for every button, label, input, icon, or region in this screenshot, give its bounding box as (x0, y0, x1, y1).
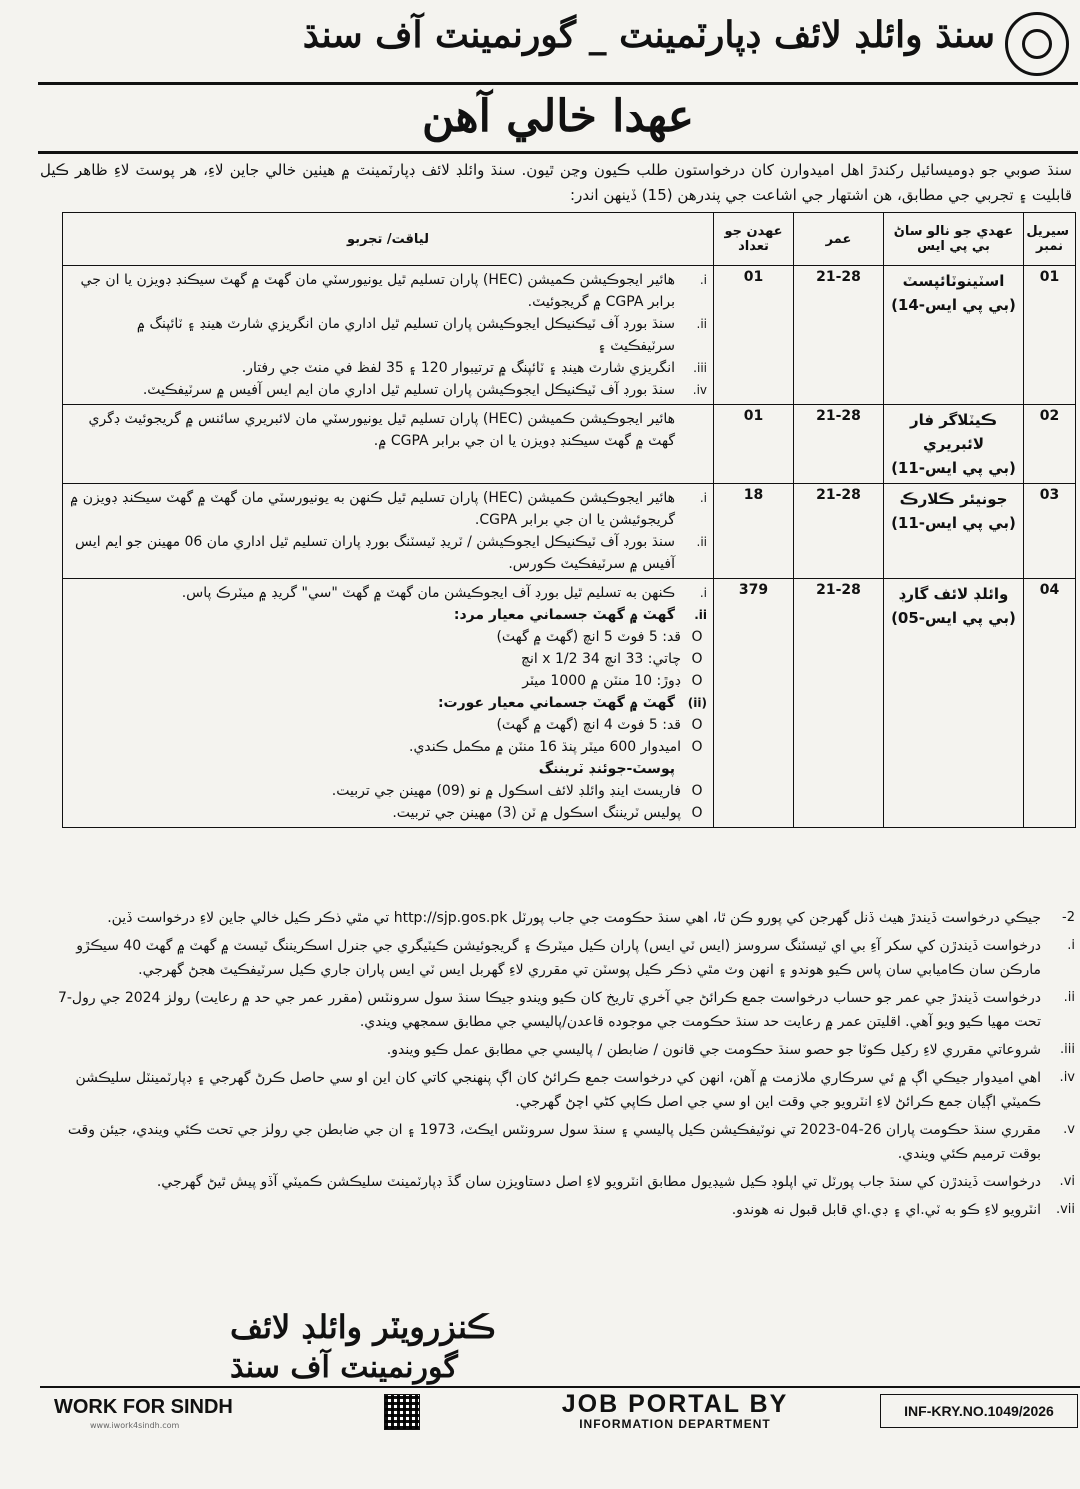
table-row (63, 266, 1076, 405)
item-marker (681, 758, 707, 780)
condition-text: درخواست ڏيندڙن کي سکر آءِ بي اي ٽيسٽنگ سروسز (ايس ٽي ايس) پاران ڪيل ميٽرڪ ۽ گريجوئيشن ڪيٽيگري جي جنرل اسڪريننگ ٽيسٽ ۾ گهٽ ۾ گهٽ 40 سيڪڙو مارڪن سان ڪاميابي سان پاس ڪيو هوندو ۽ انهن وٽ مٿي ذڪر ڪيل پوسٽن تي مقرري لاءِ گهربل ايس ٽي ايس پاران جاري ڪيل سرٽيفڪيٽ هجڻ گهرجي. (76, 938, 1041, 978)
table-header-row (63, 213, 1076, 266)
qualification-text: قد: 5 فوٽ 5 انچ (گهٽ ۾ گهٽ) (496, 629, 681, 645)
post-cell (884, 484, 1024, 579)
table-row (63, 484, 1076, 579)
condition-marker: i. (1067, 938, 1075, 953)
age-cell: 21-28 (794, 266, 884, 405)
condition-marker: v. (1063, 1122, 1075, 1137)
qualification-cell (63, 405, 714, 484)
item-marker: i. (699, 273, 707, 287)
condition-marker: iii. (1060, 1042, 1075, 1057)
signature-title: ڪنزرويٽر وائلڊ لائف (230, 1308, 496, 1346)
table-row (63, 579, 1076, 828)
qualification-item (69, 604, 707, 626)
footer-brand: WORK FOR SINDH (54, 1396, 233, 1418)
age-cell: 21-28 (794, 484, 884, 579)
qualification-item (69, 531, 707, 575)
qualification-text: هائير ايجوڪيشن ڪميشن (HEC) پاران تسليم ٿيل يونيورسٽي مان گهٽ ۾ گهٽ سيڪنڊ ڊويزن يا ان جي برابر CGPA ۾ گريجوئيٽ. (80, 272, 675, 310)
condition-item (40, 986, 1075, 1034)
count-cell: 01 (714, 405, 794, 484)
condition-item (40, 1170, 1075, 1194)
job-portal-label (480, 1390, 870, 1431)
condition-item (40, 1038, 1075, 1062)
qualification-cell (63, 266, 714, 405)
qualification-text: قد: 5 فوٽ 4 انچ (گهٽ ۾ گهٽ) (496, 717, 681, 733)
qualification-item (69, 736, 707, 758)
condition-text: مقرري سنڌ حڪومت پاران 26-04-2023 تي نوٽيفڪيشن ڪيل پاليسي ۽ سنڌ سول سرونٽس ايڪٽ، 1973 ۽ ان جي ضابطن جي رولز جي تحت ڪئي ويندي، جيئن وقت بوقت ترميم ڪئي ويندي. (67, 1122, 1041, 1162)
serial-cell: 04 (1024, 579, 1076, 828)
qualification-item (69, 714, 707, 736)
qualification-item (69, 408, 707, 452)
department-title: سنڌ وائلڊ لائف ڊپارٽمينٽ _ گورنمينٽ آف سنڌ (302, 14, 995, 56)
banner-text: عهدا خالي آهن (421, 91, 695, 142)
bullet-circle-icon: O (691, 783, 703, 799)
count-cell: 18 (714, 484, 794, 579)
qualification-item (69, 582, 707, 604)
signature-government: گورنمينٽ آف سنڌ (230, 1350, 458, 1385)
post-cell (884, 266, 1024, 405)
table-body (63, 266, 1076, 828)
qualification-item (69, 758, 707, 780)
qualification-item (69, 313, 707, 357)
condition-text: شروعاتي مقرري لاءِ رکيل ڪوٽا جو حصو سنڌ حڪومت جي قانون / ضابطن / پاليسي جي مطابق عمل ڪيو ويندو. (386, 1042, 1041, 1058)
qualification-text: فاريسٽ اينڊ وائلڊ لائف اسڪول ۾ نو (09) مهينن جي تربيت. (331, 783, 681, 799)
count-cell: 01 (714, 266, 794, 405)
qualification-text: سنڌ بورڊ آف ٽيڪنيڪل ايجوڪيشن پاران تسليم ٿيل اداري مان انگريزي شارٽ هينڊ ۽ ٽائپنگ ۾ سرٽيفڪيٽ ۽ (136, 316, 675, 354)
condition-item (40, 1198, 1075, 1222)
qualification-text: گهٽ ۾ گهٽ جسماني معيار عورت: (437, 695, 675, 711)
post-name: وائلڊ لائف گارڊ (898, 585, 1009, 603)
post-name: اسٽينوٽائپسٽ (902, 272, 1005, 290)
qualification-item (69, 692, 707, 714)
qualification-text: هائير ايجوڪيشن ڪميشن (HEC) پاران تسليم ٿيل يونيورسٽي مان لائبريري سائنس ۾ گريجوئيٽ ڊگري گهٽ ۾ گهٽ سيڪنڊ ڊويزن يا ان جي برابر CGPA ۾. (88, 411, 675, 449)
header (40, 8, 1075, 76)
age-cell: 21-28 (794, 405, 884, 484)
qualification-text: سنڌ بورڊ آف ٽيڪنيڪل ايجوڪيشن پاران تسليم ٿيل اداري مان ايم ايس آفيس ۾ سرٽيفڪيٽ. (142, 382, 675, 398)
condition-text: اهي اميدوار جيڪي اڳ ۾ ئي سرڪاري ملازمت ۾ آهن، انهن کي درخواست جمع ڪرائڻ کان اڳ پنهنجي کاتي کان اين او سي حاصل ڪرڻ گهرجي ۽ ڊپارٽمينٽل سليڪشن ڪميٽي اڳيان جمع ڪرائڻ لاءِ انٽرويو جي وقت اين او سي جي اصل ڪاپي کڻي اچڻ گهرجي. (75, 1070, 1041, 1110)
condition-text: انٽرويو لاءِ ڪو به ٽي.اي ۽ ڊي.اي قابل قبول نه هوندو. (731, 1202, 1041, 1218)
qualification-text: ڊوڙ: 10 منٽن ۾ 1000 ميٽر (522, 673, 681, 689)
conditions-list (40, 906, 1075, 1226)
qualification-text: پوليس ٽريننگ اسڪول ۾ ٽن (3) مهينن جي تربيت. (392, 805, 681, 821)
qr-code-icon (384, 1394, 420, 1430)
condition-marker: vii. (1055, 1202, 1075, 1217)
government-seal-icon (1005, 12, 1069, 76)
bullet-circle-icon: O (691, 673, 703, 689)
header-serial: سيريل نمبر (1024, 213, 1076, 266)
item-marker: i. (699, 491, 707, 505)
item-marker: ii. (694, 608, 707, 622)
table-row (63, 405, 1076, 484)
condition-item (40, 934, 1075, 982)
item-marker (681, 408, 707, 452)
qualification-text: ڪنهن به تسليم ٿيل بورڊ آف ايجوڪيشن مان گهٽ ۾ گهٽ "سي" گريڊ ۾ ميٽرڪ پاس. (181, 585, 675, 601)
qualification-cell (63, 579, 714, 828)
reference-number: INF-KRY.NO.1049/2026 (880, 1394, 1078, 1428)
qualification-item (69, 670, 707, 692)
qualification-item (69, 269, 707, 313)
qualification-text: گهٽ ۾ گهٽ جسماني معيار مرد: (453, 607, 675, 623)
condition-text: درخواست ڏيندڙ جي عمر جو حساب درخواست جمع ڪرائڻ جي آخري تاريخ کان ڪيو ويندو جيڪا سنڌ سول سرونٽس (مقرر عمر جي حد ۾ رعايت) رولز 2024 جي رول-7 تحت مهيا ڪيو ويو آهي. اقليتن عمر ۾ رعايت حد سنڌ حڪومت جي موجوده قاعدن/پاليسي جي مطابق سمجهي ويندي. (57, 990, 1041, 1030)
post-name: جونيئر ڪلارڪ (899, 490, 1008, 508)
item-marker: ii. (696, 535, 707, 549)
qualification-item (69, 379, 707, 401)
item-marker: iii. (693, 361, 707, 375)
item-marker: ii. (696, 317, 707, 331)
bullet-circle-icon: O (691, 805, 703, 821)
post-cell (884, 405, 1024, 484)
footer-url: www.iwork4sindh.com (90, 1421, 180, 1430)
item-marker: i. (699, 586, 707, 600)
qualification-text: انگريزي شارٽ هينڊ ۽ ٽائپنگ ۾ ترتيبوار 120 ۽ 35 لفظ في منٽ جي رفتار. (241, 360, 675, 376)
intro-paragraph: سنڌ صوبي جو ڊوميسائيل رکندڙ اهل اميدوارن کان درخواستون طلب ڪيون وڃن ٿيون. سنڌ وائلڊ لائف ڊپارٽمينٽ ۾ هيٺين خالي جاين لاءِ، هر پوسٽ لاءِ ظاهر ڪيل قابليت ۽ تجربي جي مطابق، هن اشتهار جي اشاعت جي پندرهن (15) ڏينهن اندر: (40, 161, 1072, 204)
portal-line-2: INFORMATION DEPARTMENT (579, 1417, 771, 1431)
vacancy-table (62, 212, 1076, 828)
qualification-text: سنڌ بورڊ آف ٽيڪنيڪل ايجوڪيشن / ٽريڊ ٽيسٽنگ بورڊ پاران تسليم ٿيل اداري مان 06 مهينن جو ايم ايس آفيس ۾ سرٽيفڪيٽ ڪورس. (75, 534, 675, 572)
serial-cell: 01 (1024, 266, 1076, 405)
condition-marker: iv. (1059, 1070, 1075, 1085)
qualification-text: اميدوار 600 ميٽر پنڌ 16 منٽن ۾ مڪمل ڪندي. (409, 739, 681, 755)
qualification-item (69, 802, 707, 824)
condition-text: درخواست ڏيندڙن کي سنڌ جاب پورٽل تي اپلوڊ ڪيل شيڊيول مطابق انٽرويو لاءِ اصل دستاويزن سان گڏ ڊپارٽمينٽ سليڪشن ڪميٽي آڏو پيش ٿيڻ گهرجي. (156, 1174, 1041, 1190)
qualification-item (69, 648, 707, 670)
condition-item (40, 1066, 1075, 1114)
condition-marker: vi. (1059, 1174, 1075, 1189)
count-cell: 379 (714, 579, 794, 828)
header-age: عمر (794, 213, 884, 266)
portal-line-1: JOB PORTAL BY (561, 1390, 789, 1418)
footer-strip (40, 1386, 1080, 1434)
qualification-item (69, 487, 707, 531)
vacancies-banner (38, 82, 1078, 154)
serial-cell: 03 (1024, 484, 1076, 579)
condition-marker: ii. (1063, 990, 1075, 1005)
qualification-text: چاتي: 33 انچ x 1/2 34 انچ (520, 651, 681, 667)
condition-item (40, 906, 1075, 930)
bullet-circle-icon: O (691, 739, 703, 755)
header-qualification: لياقت/ تجربو (63, 213, 714, 266)
condition-item (40, 1118, 1075, 1166)
item-marker: (ii) (687, 696, 707, 710)
age-cell: 21-28 (794, 579, 884, 828)
post-scale: (بي پي ايس-11) (891, 459, 1016, 477)
post-cell (884, 579, 1024, 828)
qualification-item (69, 780, 707, 802)
header-count: عهدن جو تعداد (714, 213, 794, 266)
post-scale: (بي پي ايس-14) (891, 296, 1016, 314)
bullet-circle-icon: O (691, 651, 703, 667)
qualification-item (69, 357, 707, 379)
qualification-cell (63, 484, 714, 579)
item-marker: iv. (692, 383, 707, 397)
post-scale: (بي پي ايس-05) (891, 609, 1016, 627)
condition-marker: 2- (1062, 910, 1075, 925)
qualification-text: پوسٽ-جوئنڊ ٽريننگ (538, 761, 675, 777)
qualification-item (69, 626, 707, 648)
serial-cell: 02 (1024, 405, 1076, 484)
post-name: ڪيٽلاگر فار لائبريري (909, 411, 998, 453)
qualification-text: هائير ايجوڪيشن ڪميشن (HEC) پاران تسليم ٿيل ڪنهن به يونيورسٽي مان گهٽ ۾ گهٽ سيڪنڊ ڊويزن ۾ گريجوئيشن يا ان جي برابر CGPA. (70, 490, 675, 528)
header-post: عهدي جو نالو ساڻ بي پي ايس (884, 213, 1024, 266)
bullet-circle-icon: O (691, 629, 703, 645)
condition-text: جيڪي درخواست ڏيندڙ هيٺ ڏنل گهرجن کي پورو ڪن ٿا، اهي سنڌ حڪومت جي جاب پورٽل http://sjp.gos.pk تي مٿي ذڪر ڪيل خالي جاين لاءِ درخواست ڏين. (107, 910, 1041, 926)
post-scale: (بي پي ايس-11) (891, 514, 1016, 532)
bullet-circle-icon: O (691, 717, 703, 733)
